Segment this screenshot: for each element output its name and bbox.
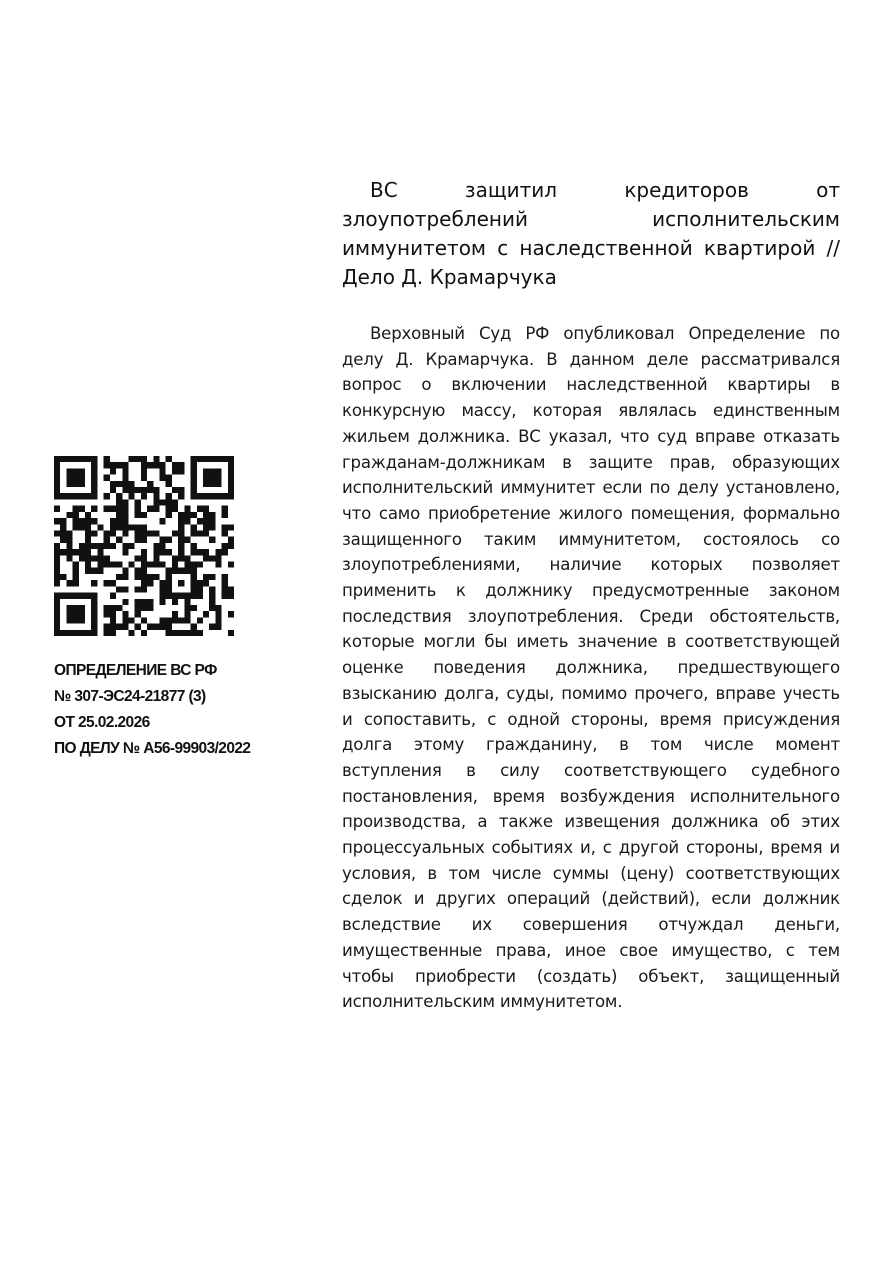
article bbox=[342, 176, 840, 1015]
case-ref-line-4: ПО ДЕЛУ № А56-99903/2022 bbox=[54, 740, 251, 757]
qr-code-icon[interactable] bbox=[54, 456, 234, 636]
article-title: ВС защитил кредиторов от злоупотреблений исполнительским иммунитетом с наследственной квартирой // Дело Д. Крамарчука bbox=[342, 178, 840, 289]
case-reference bbox=[54, 658, 314, 762]
case-ref-line-3: ОТ 25.02.2026 bbox=[54, 714, 150, 731]
case-ref-line-2: № 307-ЭС24-21877 (3) bbox=[54, 688, 206, 705]
case-ref-line-1: ОПРЕДЕЛЕНИЕ ВС РФ bbox=[54, 662, 217, 679]
case-sidebar bbox=[54, 456, 314, 762]
article-body: Верховный Суд РФ опубликовал Определение по делу Д. Крамарчука. В данном деле рассматривался вопрос о включении наследственной квартиры в конкурсную массу, которая являлась единственным жильем должника. ВС указал, что суд вправе отказать гражданам-должникам в защите прав, образующих исполнительский иммунитет если по делу установлено, что само приобретение жилого помещения, формально защищенного таким иммунитетом, состоялось со злоупотреблениями, наличие которых позволяет применить к должнику предусмотренные законом последствия злоупотребления. Среди обстоятельств, которые могли бы иметь значение в соответствующей оценке поведения должника, предшествующего взысканию долга, суды, помимо прочего, вправе учесть и сопоставить, с одной стороны, время присуждения долга этому гражданину, в том числе момент вступления в силу соответствующего судебного постановления, время возбуждения исполнительного производства, а также извещения должника об этих процессуальных событиях и, с другой стороны, время и условия, в том числе суммы (цену) соответствующих сделок и других операций (действий), если должник вследствие их совершения отчуждал деньги, имущественные права, иное свое имущество, с тем чтобы приобрести (создать) объект, защищенный исполнительским иммунитетом. bbox=[342, 324, 840, 1012]
